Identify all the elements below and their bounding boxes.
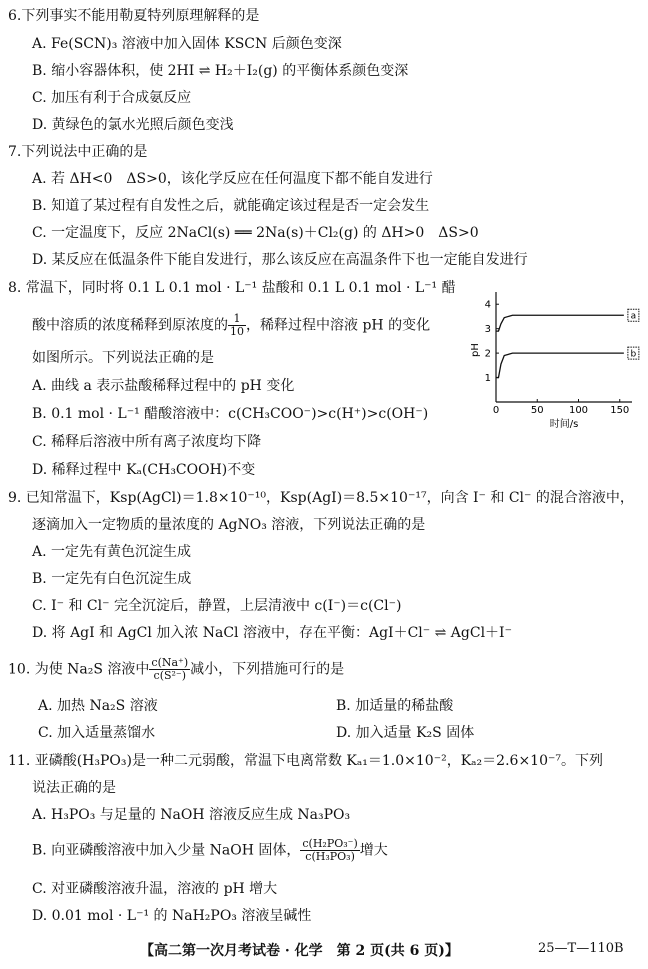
q9-option-a: A. 一定先有黄色沉淀生成 (32, 544, 192, 560)
q10-stem (8, 657, 344, 682)
q8-option-c: C. 稀释后溶液中所有离子浓度均下降 (32, 434, 262, 450)
q10-stem-post: 减小，下列措施可行的是 (190, 661, 345, 678)
series-b-label: b (630, 349, 637, 360)
q8-stem-post: ，稀释过程中溶液 pH 的变化 (246, 317, 431, 334)
q6-option-d: D. 黄绿色的氯水光照后颜色变浅 (32, 117, 234, 133)
q11-option-d: D. 0.01 mol · L⁻¹ 的 NaH₂PO₃ 溶液呈碱性 (32, 908, 312, 924)
y-axis-label: pH (470, 343, 481, 357)
q8-stem-line1: 8. 常温下，同时将 0.1 L 0.1 mol · L⁻¹ 盐酸和 0.1 L 0.1 mol · L⁻¹ 醋 (8, 280, 456, 296)
q11-option-c: C. 对亚磷酸溶液升温，溶液的 pH 增大 (32, 881, 278, 897)
q8-option-d: D. 稀释过程中 Kₐ(CH₃COOH)不变 (32, 462, 256, 478)
q7-stem: 7.下列说法中正确的是 (8, 144, 148, 160)
q6-option-c: C. 加压有利于合成氨反应 (32, 90, 192, 106)
q8-fraction (228, 313, 246, 338)
y-tick-label: 1 (484, 373, 491, 385)
x-tick-label: 150 (610, 405, 630, 416)
q10-fraction-numerator: c(Na⁺) (151, 656, 189, 669)
q11-fraction-numerator: c(H₂PO₃⁻) (302, 837, 358, 850)
q7-option-d: D. 某反应在低温条件下能自发进行，那么该反应在高温条件下也一定能自发进行 (32, 252, 528, 268)
q11-option-b-post: 增大 (359, 842, 388, 859)
q8-stem-line2 (32, 313, 430, 338)
y-tick-label: 3 (484, 324, 491, 336)
x-tick-label: 50 (530, 405, 544, 416)
q8-option-b: B. 0.1 mol · L⁻¹ 醋酸溶液中：c(CH₃COO⁻)>c(H⁺)>c(OH⁻) (32, 406, 429, 422)
q8-stem-line3: 如图所示。下列说法正确的是 (32, 350, 214, 366)
q7-option-b: B. 知道了某过程有自发性之后，就能确定该过程是否一定会发生 (32, 198, 430, 214)
q9-stem-line2: 逐滴加入一定物质的量浓度的 AgNO₃ 溶液，下列说法正确的是 (32, 517, 426, 533)
q6-option-b: B. 缩小容器体积，使 2HI ⇌ H₂＋I₂(g) 的平衡体系颜色变深 (32, 63, 409, 79)
q11-option-a: A. H₃PO₃ 与足量的 NaOH 溶液反应生成 Na₃PO₃ (32, 807, 351, 823)
q10-stem-pre: 10. 为使 Na₂S 溶液中 (8, 661, 150, 678)
q11-stem-line1: 11. 亚磷酸(H₃PO₃)是一种二元弱酸，常温下电离常数 Kₐ₁＝1.0×10⁻²，Kₐ₂＝2.6×10⁻⁷。下列 (8, 753, 603, 769)
q11-option-b-pre: B. 向亚磷酸溶液中加入少量 NaOH 固体， (32, 842, 301, 859)
q6-stem: 6.下列事实不能用勒夏特列原理解释的是 (8, 8, 260, 24)
q7-option-a: A. 若 ΔH<0 ΔS>0，该化学反应在任何温度下都不能自发进行 (32, 171, 433, 187)
q11-option-b (32, 838, 388, 863)
y-tick-label: 4 (484, 299, 491, 311)
q8-stem-pre: 酸中溶质的浓度稀释到原浓度的 (32, 317, 228, 334)
q7-option-c: C. 一定温度下，反应 2NaCl(s) ══ 2Na(s)＋Cl₂(g) 的 ΔH>0 ΔS>0 (32, 225, 479, 241)
q9-option-d: D. 将 AgI 和 AgCl 加入浓 NaCl 溶液中，存在平衡：AgI＋Cl⁻ ⇌ AgCl＋I⁻ (32, 625, 512, 641)
q10-option-b: B. 加适量的稀盐酸 (336, 698, 454, 714)
paper-code: 25—T—110B (538, 941, 624, 956)
series-b-line (496, 353, 624, 377)
q6-option-a: A. Fe(SCN)₃ 溶液中加入固体 KSCN 后颜色变深 (32, 36, 342, 52)
q9-stem-line1: 9. 已知常温下，Ksp(AgCl)＝1.8×10⁻¹⁰，Ksp(AgI)＝8.5×10⁻¹⁷，向含 I⁻ 和 Cl⁻ 的混合溶液中， (8, 490, 634, 506)
q8-fraction-denominator: 10 (230, 325, 244, 338)
q10-option-c: C. 加入适量蒸馏水 (38, 725, 156, 741)
q10-fraction-denominator: c(S²⁻) (153, 669, 187, 682)
q11-fraction-denominator: c(H₃PO₃) (305, 850, 355, 863)
x-axis-label: 时间/s (549, 419, 579, 430)
ph-dilution-chart (472, 284, 638, 432)
q11-stem-line2: 说法正确的是 (32, 780, 116, 796)
x-tick-label: 0 (492, 405, 500, 416)
q10-fraction (149, 657, 190, 682)
y-tick-label: 2 (484, 348, 491, 360)
q10-option-a: A. 加热 Na₂S 溶液 (38, 698, 158, 714)
q9-option-b: B. 一定先有白色沉淀生成 (32, 571, 192, 587)
page-footer: 【高二第一次月考试卷 · 化学 第 2 页(共 6 页)】 (140, 943, 459, 959)
x-tick-label: 100 (568, 405, 589, 416)
q10-option-d: D. 加入适量 K₂S 固体 (336, 725, 475, 741)
q8-fraction-numerator: 1 (228, 313, 246, 326)
series-a-label: a (630, 311, 637, 322)
q9-option-c: C. I⁻ 和 Cl⁻ 完全沉淀后，静置，上层清液中 c(I⁻)＝c(Cl⁻) (32, 598, 402, 614)
series-a-line (496, 315, 624, 331)
q8-option-a: A. 曲线 a 表示盐酸稀释过程中的 pH 变化 (32, 378, 295, 394)
q11-fraction (300, 838, 359, 863)
